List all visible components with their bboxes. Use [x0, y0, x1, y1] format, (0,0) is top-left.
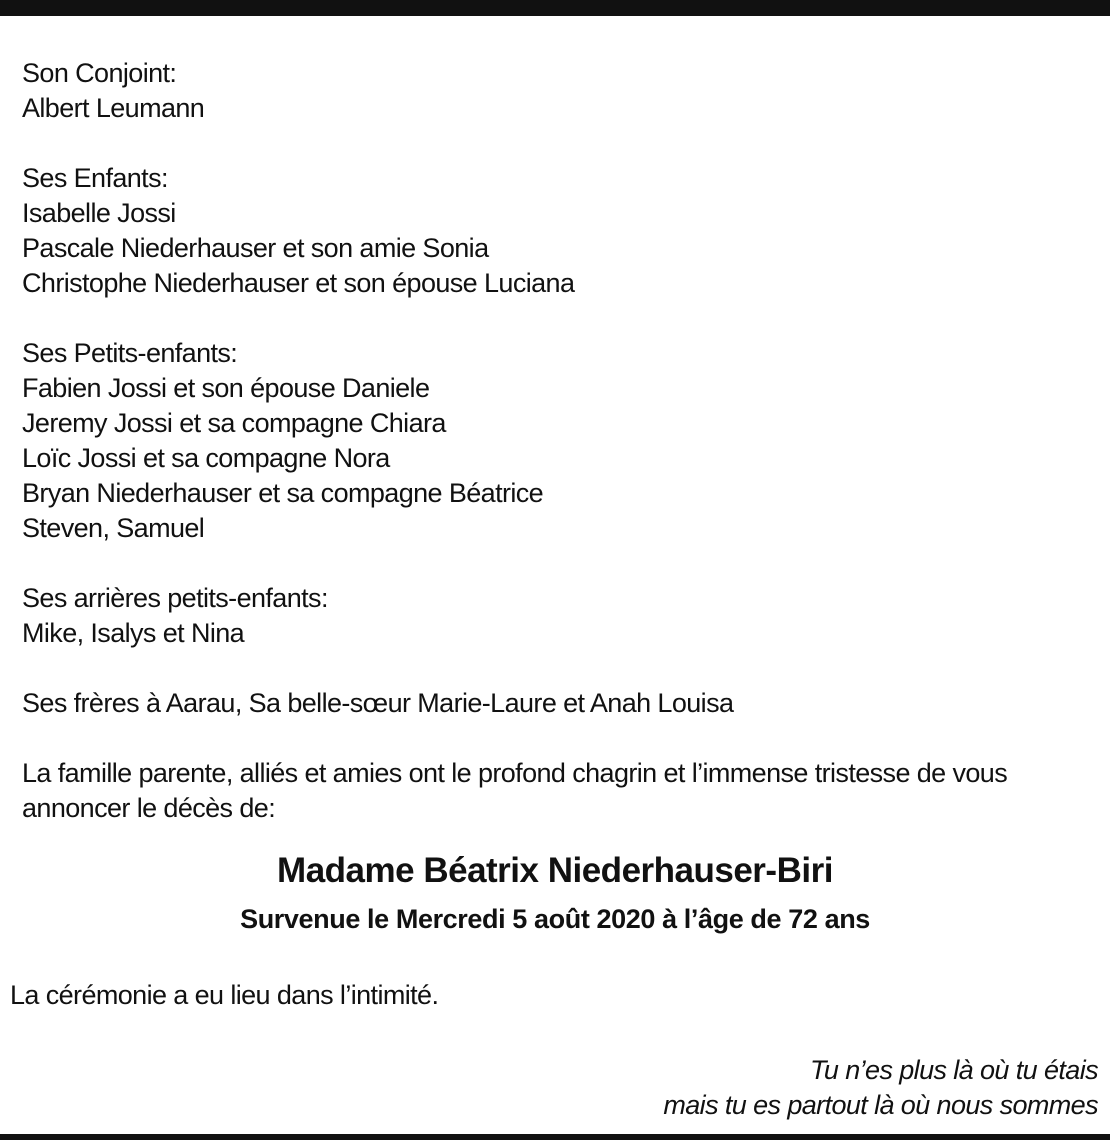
ceremony-note: La cérémonie a eu lieu dans l’intimité. [10, 980, 439, 1010]
announcement-section [22, 756, 1092, 826]
grandchildren-heading: Ses Petits-enfants: [22, 338, 238, 368]
memorial-quote [663, 1053, 1098, 1123]
quote-line-2: mais tu es partout là où nous sommes [663, 1090, 1098, 1120]
spouse-heading: Son Conjoint: [22, 58, 177, 88]
children-heading: Ses Enfants: [22, 163, 168, 193]
top-border-rule [0, 0, 1110, 16]
deceased-date-line: Survenue le Mercredi 5 août 2020 à l’âge de 72 ans [240, 904, 870, 934]
spouse-section [22, 56, 1092, 126]
bottom-border-rule [0, 1134, 1110, 1140]
child-name: Pascale Niederhauser et son amie Sonia [22, 233, 489, 263]
grandchild-name: Jeremy Jossi et sa compagne Chiara [22, 408, 446, 438]
family-list [22, 56, 1092, 861]
great-grandchildren-heading: Ses arrières petits-enfants: [22, 583, 328, 613]
child-name: Christophe Niederhauser et son épouse Luciana [22, 268, 575, 298]
children-section [22, 161, 1092, 301]
child-name: Isabelle Jossi [22, 198, 176, 228]
siblings-section [22, 686, 1092, 721]
great-grandchildren-section [22, 581, 1092, 651]
grandchild-name: Steven, Samuel [22, 513, 205, 543]
grandchild-name: Loïc Jossi et sa compagne Nora [22, 443, 390, 473]
great-grandchild-name: Mike, Isalys et Nina [22, 618, 245, 648]
grandchild-name: Fabien Jossi et son épouse Daniele [22, 373, 430, 403]
siblings-line: Ses frères à Aarau, Sa belle-sœur Marie-Laure et Anah Louisa [22, 688, 734, 718]
grandchild-name: Bryan Niederhauser et sa compagne Béatrice [22, 478, 544, 508]
announcement-text: La famille parente, alliés et amies ont le profond chagrin et l’immense tristesse de vous annoncer le décès de: [22, 758, 1008, 823]
quote-line-1: Tu n’es plus là où tu étais [810, 1055, 1098, 1085]
spouse-name: Albert Leumann [22, 93, 205, 123]
grandchildren-section [22, 336, 1092, 546]
deceased-name: Madame Béatrix Niederhauser-Biri [277, 851, 833, 890]
